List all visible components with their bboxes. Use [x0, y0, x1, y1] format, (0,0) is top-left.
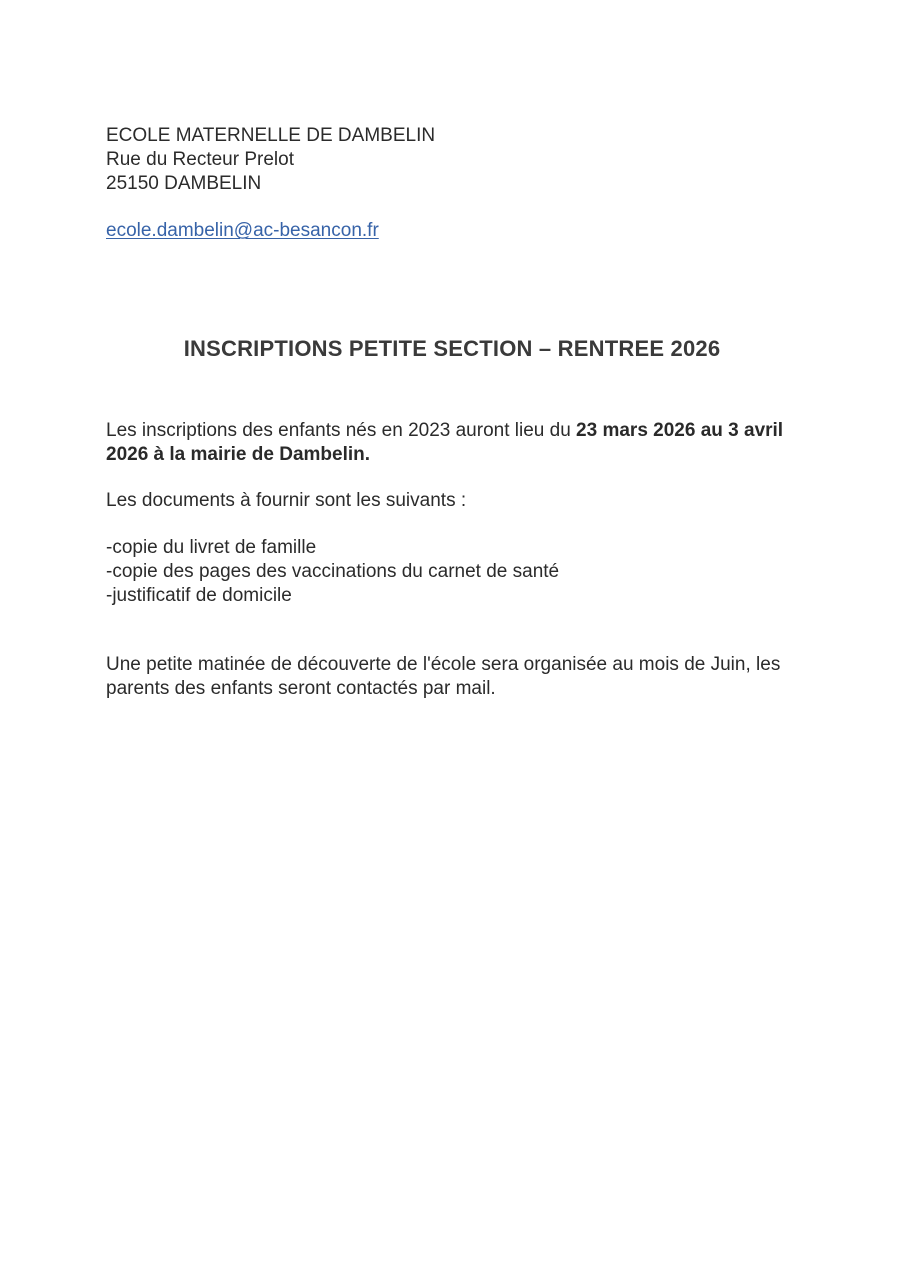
- school-email-link[interactable]: ecole.dambelin@ac-besancon.fr: [106, 220, 379, 241]
- list-item: -justificatif de domicile: [106, 585, 292, 606]
- list-item: -copie du livret de famille: [106, 537, 317, 558]
- registration-dates: 23 mars 2026 au 3 avril 2026 à la mairie de Dambelin.: [106, 420, 784, 465]
- documents-list: [106, 536, 559, 608]
- school-city: 25150 DAMBELIN: [106, 173, 262, 194]
- page-title: INSCRIPTIONS PETITE SECTION – RENTREE 2026: [183, 336, 721, 361]
- school-street: Rue du Recteur Prelot: [106, 149, 294, 170]
- documents-intro: Les documents à fournir sont les suivants :: [106, 490, 467, 511]
- school-address: [106, 124, 435, 196]
- list-item: -copie des pages des vaccinations du carnet de santé: [106, 561, 560, 582]
- registration-text: Les inscriptions des enfants nés en 2023 auront lieu du: [106, 420, 577, 441]
- school-name: ECOLE MATERNELLE DE DAMBELIN: [106, 125, 436, 146]
- registration-paragraph: [106, 419, 806, 467]
- discovery-morning-paragraph: Une petite matinée de découverte de l'école sera organisée au mois de Juin, les parents des enfants seront contactés par mail.: [106, 654, 781, 699]
